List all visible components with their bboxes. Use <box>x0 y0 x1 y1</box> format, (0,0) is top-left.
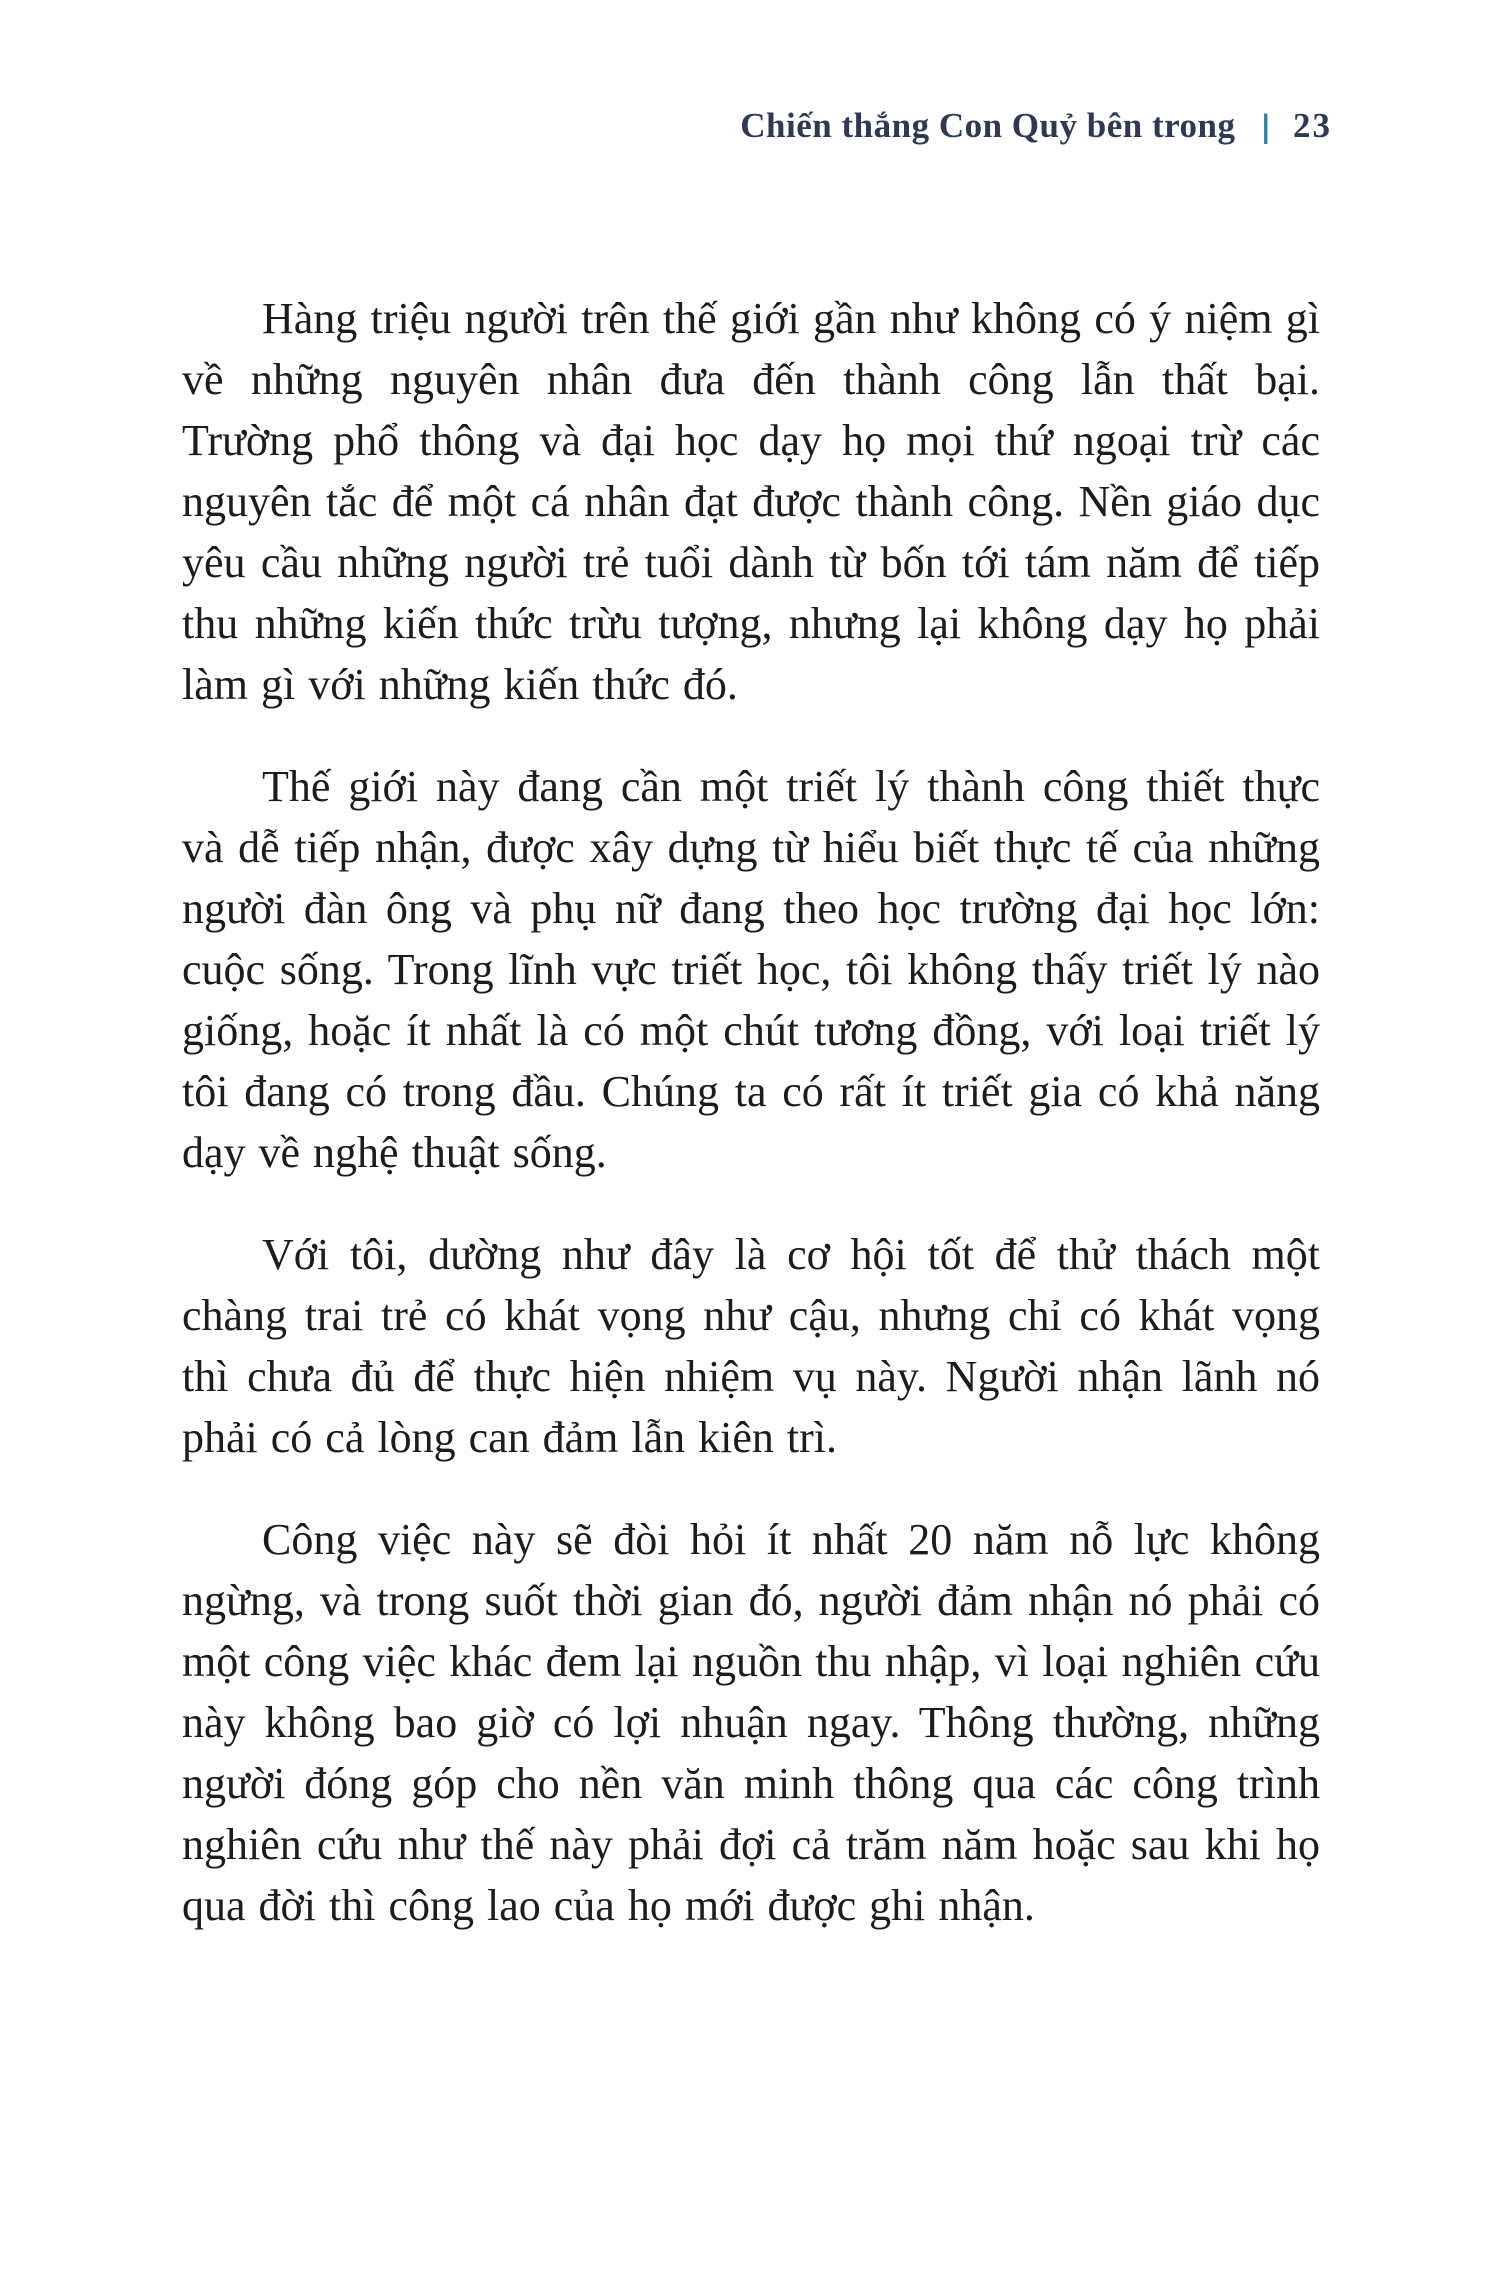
paragraph: Thế giới này đang cần một triết lý thành công thiết thực và dễ tiếp nhận, được xây dựng từ hiểu biết thực tế của những người đàn ông và phụ nữ đang theo học trường đại học lớn: cuộc sống. Trong lĩnh vực triết học, tôi không thấy triết lý nào giống, hoặc ít nhất là có một chút tương đồng, với loại triết lý tôi đang có trong đầu. Chúng ta có rất ít triết gia có khả năng dạy về nghệ thuật sống. <box>182 762 1320 1177</box>
running-header-title: Chiến thắng Con Quỷ bên trong <box>740 106 1236 145</box>
paragraph: Công việc này sẽ đòi hỏi ít nhất 20 năm nỗ lực không ngừng, và trong suốt thời gian đó, người đảm nhận nó phải có một công việc khác đem lại nguồn thu nhập, vì loại nghiên cứu này không bao giờ có lợi nhuận ngay. Thông thường, những người đóng góp cho nền văn minh thông qua các công trình nghiên cứu như thế này phải đợi cả trăm năm hoặc sau khi họ qua đời thì công lao của họ mới được ghi nhận. <box>182 1515 1320 1930</box>
running-header <box>740 106 1332 146</box>
paragraph: Hàng triệu người trên thế giới gần như không có ý niệm gì về những nguyên nhân đưa đến thành công lẫn thất bại. Trường phổ thông và đại học dạy họ mọi thứ ngoại trừ các nguyên tắc để một cá nhân đạt được thành công. Nền giáo dục yêu cầu những người trẻ tuổi dành từ bốn tới tám năm để tiếp thu những kiến thức trừu tượng, nhưng lại không dạy họ phải làm gì với những kiến thức đó. <box>182 294 1320 709</box>
header-separator-bar: | <box>1260 108 1271 145</box>
paragraph: Với tôi, dường như đây là cơ hội tốt để thử thách một chàng trai trẻ có khát vọng như cậu, nhưng chỉ có khát vọng thì chưa đủ để thực hiện nhiệm vụ này. Người nhận lãnh nó phải có cả lòng can đảm lẫn kiên trì. <box>182 1230 1320 1462</box>
page-number: 23 <box>1293 106 1332 145</box>
page-body-text <box>182 288 1320 1977</box>
